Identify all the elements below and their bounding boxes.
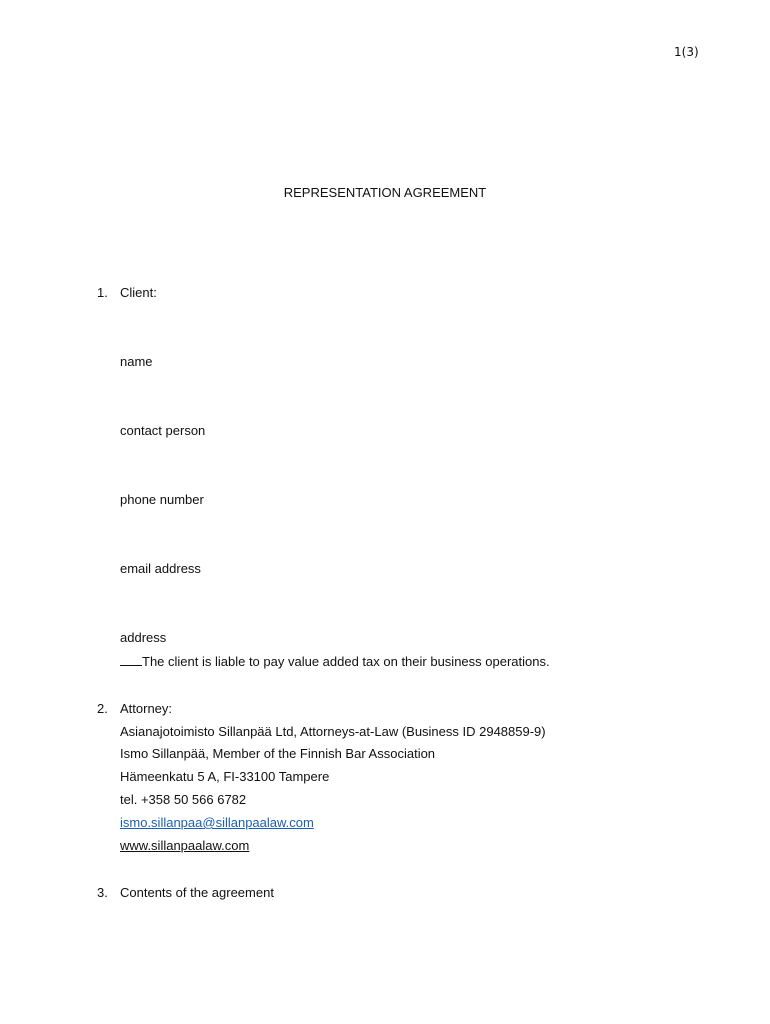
attorney-website-link[interactable]: www.sillanpaalaw.com — [120, 838, 250, 853]
client-email-address-label: email address — [120, 561, 201, 576]
section-contents-number: 3. — [97, 885, 108, 900]
attorney-phone: tel. +358 50 566 6782 — [120, 792, 247, 807]
client-phone-number-label: phone number — [120, 492, 204, 507]
attorney-firm: Asianajotoimisto Sillanpää Ltd, Attorneys-at-Law (Business ID 2948859-9) — [120, 724, 546, 739]
section-attorney-number: 2. — [97, 701, 108, 716]
document-title: REPRESENTATION AGREEMENT — [283, 185, 487, 200]
section-contents-heading: Contents of the agreement — [120, 885, 274, 900]
client-address-label: address — [120, 630, 167, 645]
section-client-heading: Client: — [120, 285, 157, 300]
attorney-street-address: Hämeenkatu 5 A, FI-33100 Tampere — [120, 769, 330, 784]
page-number: 1(3) — [674, 45, 699, 59]
attorney-email-link[interactable]: ismo.sillanpaa@sillanpaalaw.com — [120, 815, 314, 830]
client-contact-person-label: contact person — [120, 423, 206, 438]
attorney-person: Ismo Sillanpää, Member of the Finnish Bar Association — [120, 746, 436, 761]
section-attorney-heading: Attorney: — [120, 701, 173, 716]
vat-statement-text: The client is liable to pay value added tax on their business operations. — [142, 654, 550, 669]
vat-statement — [120, 654, 550, 669]
section-client-number: 1. — [97, 285, 108, 300]
vat-checkbox-blank[interactable] — [120, 654, 142, 666]
client-name-label: name — [120, 354, 153, 369]
